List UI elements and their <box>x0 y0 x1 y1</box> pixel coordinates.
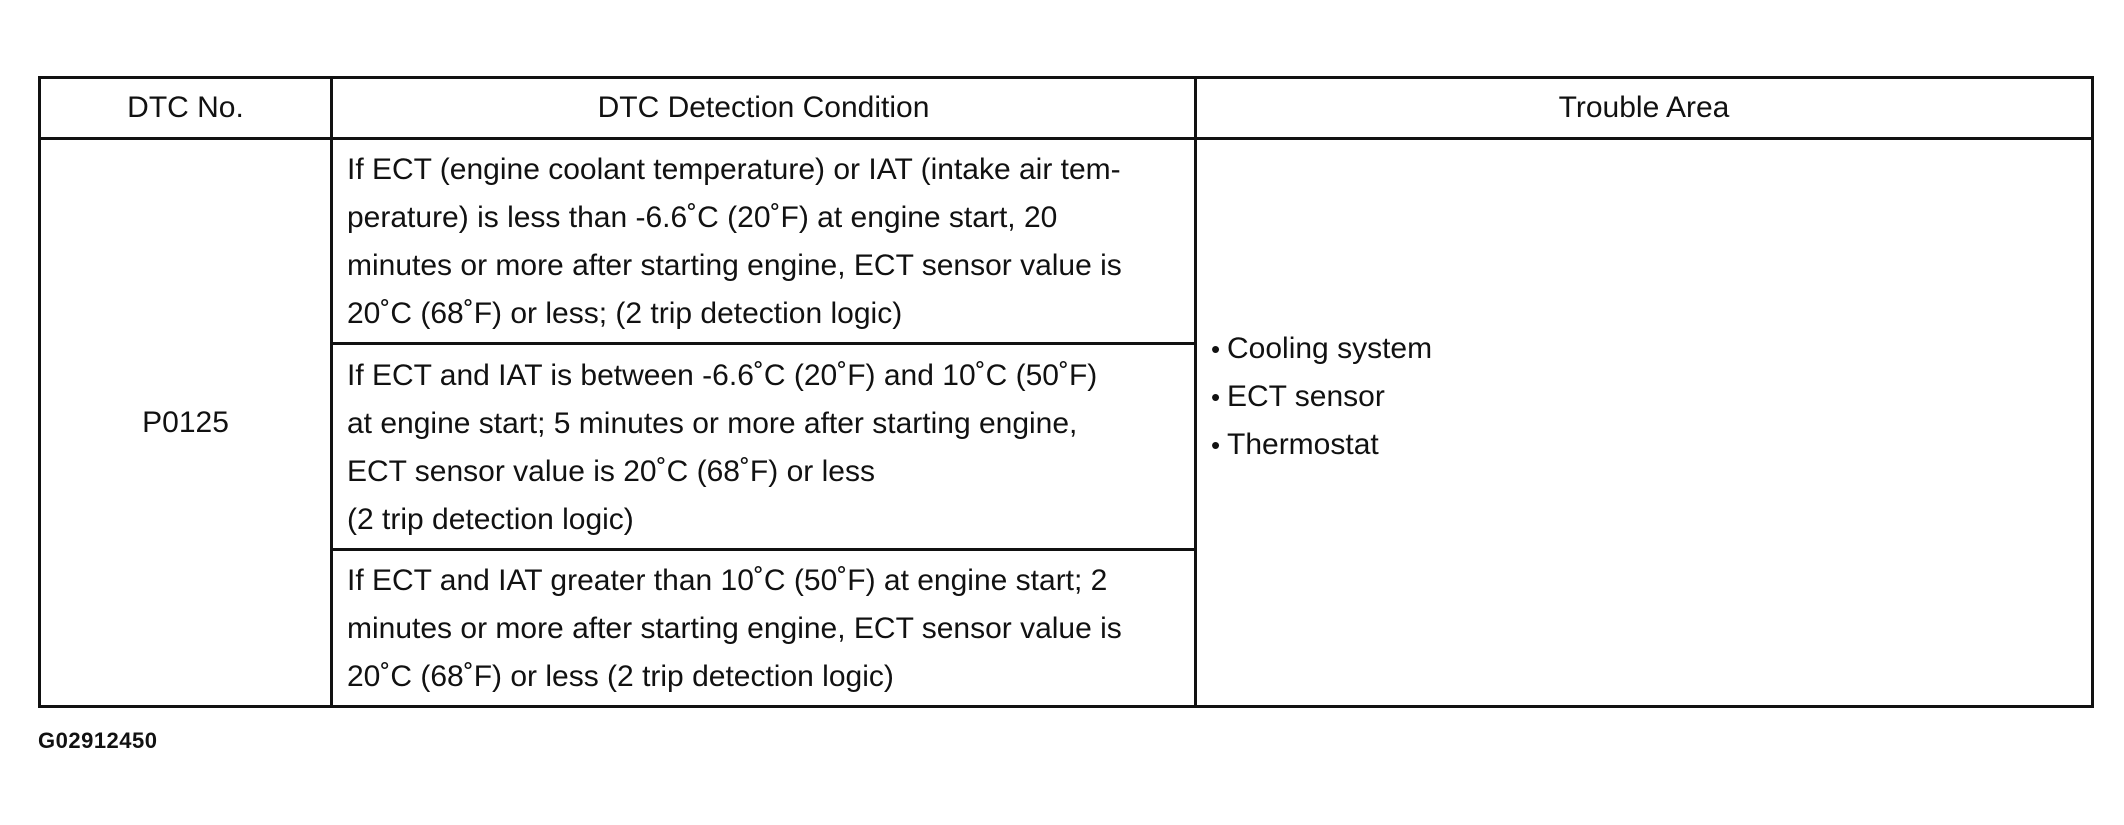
header-dtc-no: DTC No. <box>40 78 332 139</box>
list-item <box>1211 373 2091 421</box>
list-item <box>1211 325 2091 373</box>
trouble-area-item: Cooling system <box>1227 331 1433 365</box>
condition-line: at engine start; 5 minutes or more after starting engine, <box>347 406 1078 440</box>
trouble-area-cell <box>1196 139 2093 707</box>
condition-line: minutes or more after starting engine, ECT sensor value is <box>347 612 1122 645</box>
header-trouble-area: Trouble Area <box>1196 78 2093 139</box>
header-row <box>40 78 2093 139</box>
condition-line: (2 trip detection logic) <box>347 502 634 536</box>
detection-condition-1 <box>332 139 1196 344</box>
condition-line: ECT sensor value is 20˚C (68˚F) or less <box>347 454 875 488</box>
figure-id: G02912450 <box>38 728 158 753</box>
bullet-icon: • <box>1211 429 1221 460</box>
detection-condition-3 <box>332 550 1196 707</box>
bullet-icon: • <box>1211 381 1221 412</box>
trouble-area-item: Thermostat <box>1227 427 1379 461</box>
list-item <box>1211 421 2091 469</box>
condition-line: If ECT and IAT is between -6.6˚C (20˚F) and 10˚C (50˚F) <box>347 358 1098 392</box>
header-detection-condition: DTC Detection Condition <box>332 78 1196 139</box>
dtc-table <box>38 76 2094 708</box>
condition-line: If ECT (engine coolant temperature) or IAT (intake air tem- <box>347 153 1121 186</box>
trouble-area-list <box>1211 325 2091 469</box>
condition-line: 20˚C (68˚F) or less; (2 trip detection logic) <box>347 297 903 330</box>
condition-line: minutes or more after starting engine, ECT sensor value is <box>347 249 1122 282</box>
condition-line: perature) is less than -6.6˚C (20˚F) at engine start, 20 <box>347 201 1058 234</box>
detection-condition-2 <box>332 344 1196 550</box>
bullet-icon: • <box>1211 333 1221 364</box>
dtc-code: P0125 <box>40 139 332 707</box>
trouble-area-item: ECT sensor <box>1227 379 1385 413</box>
condition-line: 20˚C (68˚F) or less (2 trip detection logic) <box>347 660 894 693</box>
condition-line: If ECT and IAT greater than 10˚C (50˚F) at engine start; 2 <box>347 564 1108 597</box>
table-row <box>40 139 2093 344</box>
